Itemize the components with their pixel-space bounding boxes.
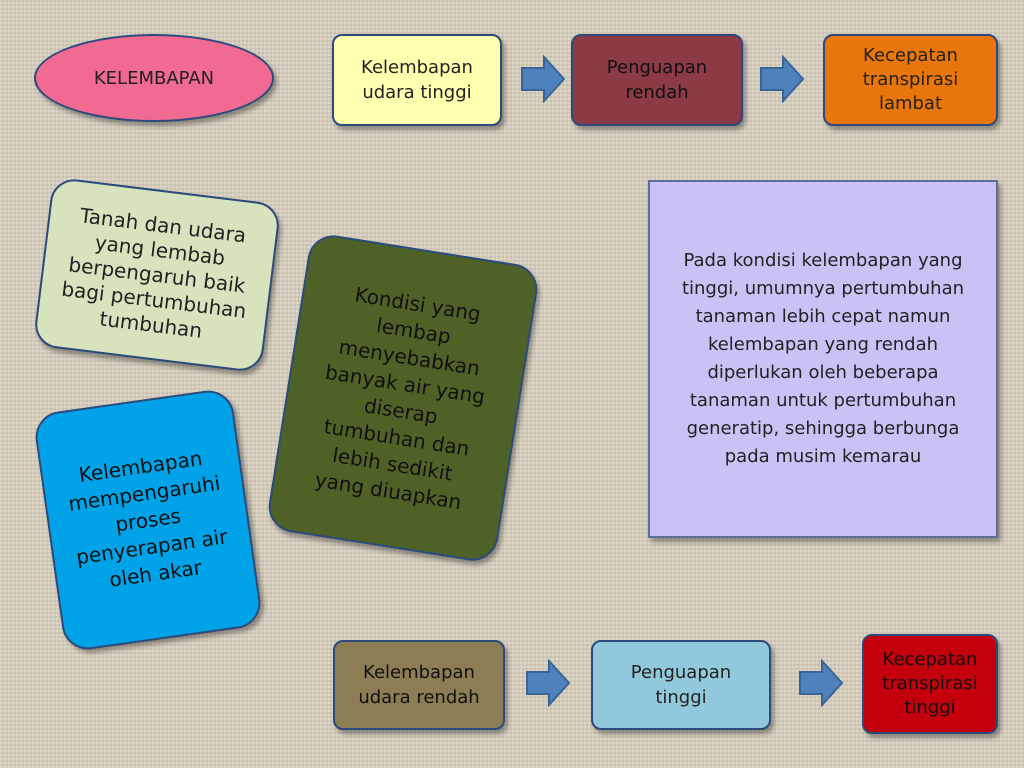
blue-card xyxy=(32,387,263,652)
top-flow-box-3 xyxy=(823,34,998,126)
bottom-flow-box-3 xyxy=(862,634,998,734)
green-card xyxy=(32,177,281,374)
bottom-flow-arrow-2 xyxy=(798,659,844,707)
bottom-flow-box-2 xyxy=(591,640,771,730)
olive-card xyxy=(265,232,541,565)
top-flow-box-1 xyxy=(332,34,502,126)
bottom-flow-arrow-1 xyxy=(525,659,571,707)
info-box xyxy=(648,180,998,538)
olive-card-text: Kondisi yang lembap menyebabkan banyak air yang diserap tumbuhan dan lebih sedikit yang diuapkan xyxy=(313,282,487,515)
right-arrow-icon xyxy=(798,659,844,707)
blue-card-text: Kelembapan mempengaruhi proses penyerapan air oleh akar xyxy=(66,445,229,592)
bottom-flow-box-2-text: Penguapan tinggi xyxy=(630,662,732,708)
top-flow-arrow-2 xyxy=(759,55,805,103)
top-flow-box-3-text: Kecepatan transpirasi lambat xyxy=(862,45,959,114)
kelembapan-title-text: KELEMBAPAN xyxy=(93,67,215,89)
right-arrow-icon xyxy=(520,55,566,103)
info-box-text: Pada kondisi kelembapan yang tinggi, umumnya pertumbuhan tanaman lebih cepat namun kelembapan yang rendah diperlukan oleh beberapa tanaman untuk pertumbuhan generatip, sehingga berbunga pada musim kemarau xyxy=(681,250,965,467)
bottom-flow-box-3-text: Kecepatan transpirasi tinggi xyxy=(882,649,978,718)
top-flow-box-2 xyxy=(571,34,743,126)
top-flow-box-1-text: Kelembapan udara tinggi xyxy=(361,57,473,103)
green-card-text: Tanah dan udara yang lembab berpengaruh baik bagi pertumbuhan tumbuhan xyxy=(60,202,248,343)
top-flow-arrow-1 xyxy=(520,55,566,103)
right-arrow-icon xyxy=(525,659,571,707)
kelembapan-title-ellipse xyxy=(34,34,274,122)
bottom-flow-box-1 xyxy=(333,640,505,730)
bottom-flow-box-1-text: Kelembapan udara rendah xyxy=(358,662,480,708)
right-arrow-icon xyxy=(759,55,805,103)
top-flow-box-2-text: Penguapan rendah xyxy=(606,57,708,103)
